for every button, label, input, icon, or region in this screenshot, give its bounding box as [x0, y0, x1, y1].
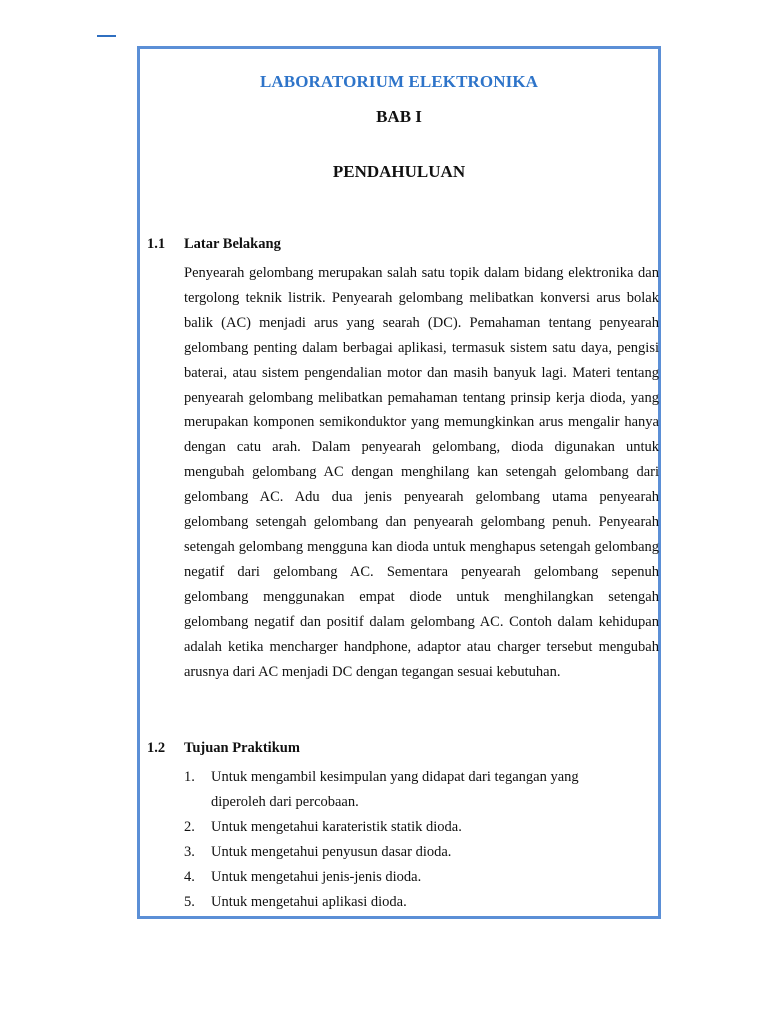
list-item-number: 4.: [184, 868, 195, 885]
list-item-text: Untuk mengambil kesimpulan yang didapat dari tegangan yang diperoleh dari percobaan.: [211, 769, 579, 810]
section-body-paragraph: Penyearah gelombang merupakan salah satu topik dalam bidang elektronika dan tergolong teknik listrik. Penyearah gelombang melibatkan konversi arus bolak balik (AC) menjadi arus yang searah (DC). Pemahaman tentang penyearah gelombang penting dalam berbagai aplikasi, termasuk sistem satu daya, pengisi baterai, atau sistem pengendalian motor dan masih banyuk lagi. Materi tentang penyearah gelombang melibatkan pemahaman tentang prinsip kerja dioda, yang merupakan komponen semikonduktor yang memungkinkan arus mengalir hanya dengan catu arah. Dalam penyearah gelombang, dioda digunakan untuk mengubah gelombang AC dengan menghilang kan setengah gelombang dari gelombang AC. Adu dua jenis penyearah gelombang utama penyearah gelombang setengah gelombang dan penyearah gelombang penuh. Penyearah setengah gelombang mengguna kan dioda untuk menghapus setengah gelombang negatif dari gelombang AC. Sementara penyearah gelombang sepenuh gelombang menggunakan empat diode untuk menghilangkan setengah gelombang negatif dan positif dalam gelombang AC. Contoh dalam kehidupan adalah ketika mencharger handphone, adaptor atau charger tersebut mengubah arusnya dari AC menjadi DC dengan tegangan sesuai kebutuhan.: [184, 265, 659, 680]
header-corner-mark: [97, 35, 116, 37]
list-item-number: 2.: [184, 818, 195, 835]
list-item-number: 1.: [184, 769, 195, 785]
chapter-title: PENDAHULUAN: [332, 162, 466, 181]
section-heading-tujuan-praktikum: [147, 740, 300, 757]
section-title: Tujuan Praktikum: [184, 740, 300, 756]
list-item: [184, 890, 624, 915]
list-item-text: Untuk mengetahui jenis-jenis dioda.: [211, 868, 422, 885]
section-title: Latar Belakang: [184, 236, 281, 252]
chapter-label: BAB I: [376, 107, 422, 126]
list-item: [184, 765, 624, 815]
list-item: [184, 865, 624, 890]
section-heading-latar-belakang: [147, 236, 281, 253]
list-item-text: Untuk mengetahui penyusun dasar dioda.: [211, 843, 452, 860]
list-item: [184, 840, 624, 865]
list-item-text: Untuk mengetahui karateristik statik dioda.: [211, 818, 462, 835]
list-item-number: 3.: [184, 843, 195, 860]
list-item: [184, 815, 624, 840]
section-number: 1.1: [147, 236, 166, 252]
list-item-text: Untuk mengetahui aplikasi dioda.: [211, 893, 407, 910]
page-border-frame: [137, 46, 661, 919]
objectives-list: [184, 765, 624, 914]
list-item-number: 5.: [184, 893, 195, 910]
section-number: 1.2: [147, 740, 166, 756]
lab-title: LABORATORIUM ELEKTRONIKA: [259, 72, 539, 91]
